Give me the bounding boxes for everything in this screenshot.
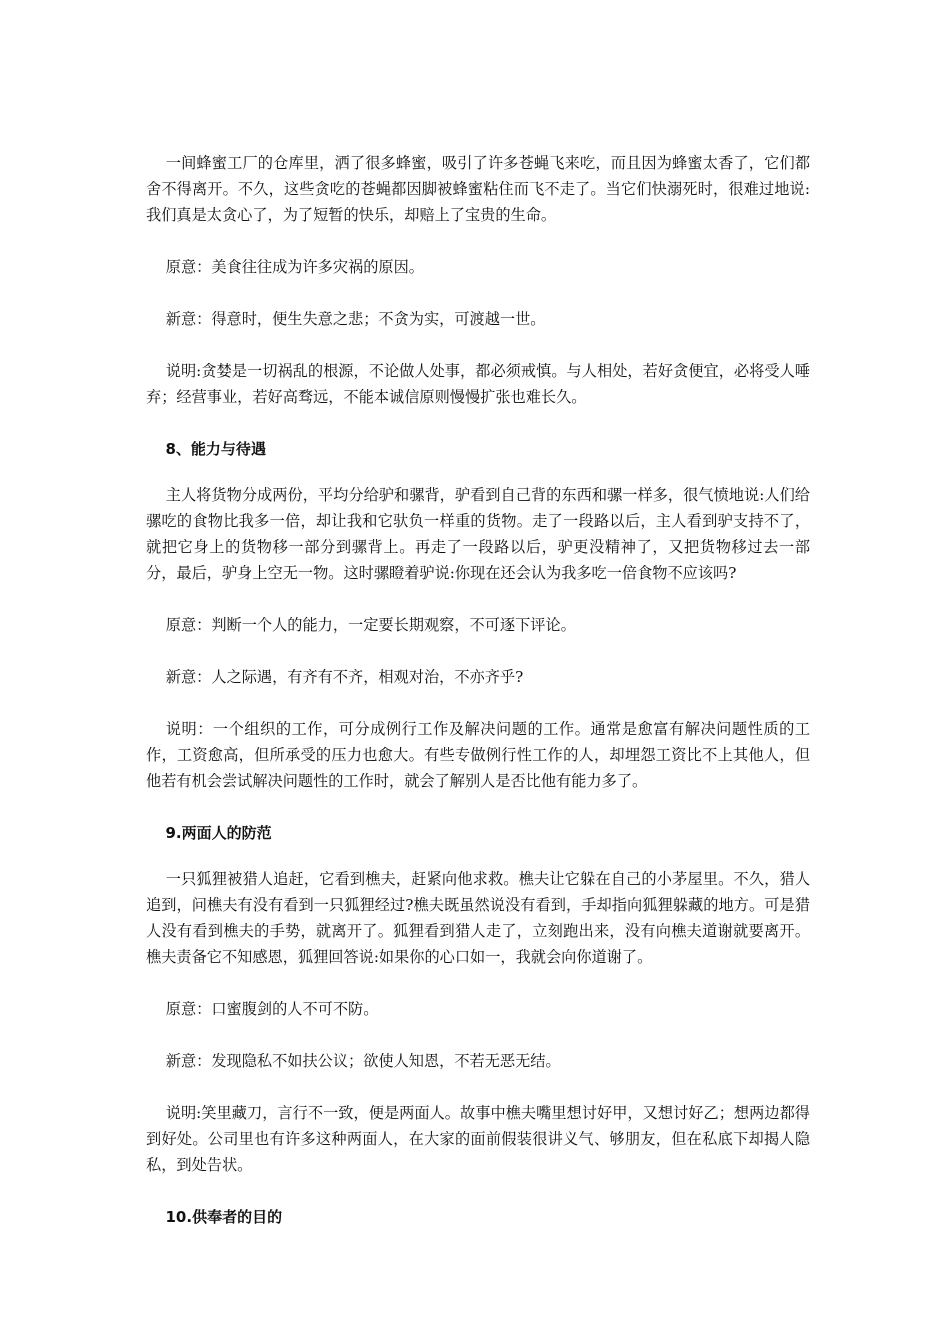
new-meaning: 新意：人之际遇，有齐有不齐，相观对治，不亦齐乎?	[165, 668, 524, 686]
story-paragraph: 主人将货物分成两份，平均分给驴和骡背，驴看到自己背的东西和骡一样多，很气愤地说:人们给骡吃的食物比我多一倍，却让我和它驮负一样重的货物。走了一段路以后，主人看到驴支持不了，就把它身上的货物移一部分到骡背上。再走了一段路以后，驴更没精神了，又把货物移过去一部分，最后，驴身上空无一物。这时骡瞪着驴说:你现在还会认为我多吃一倍食物不应该吗?	[146, 486, 810, 582]
explanation-paragraph: 说明：一个组织的工作，可分成例行工作及解决问题的工作。通常是愈富有解决问题性质的工作，工资愈高，但所承受的压力也愈大。有些专做例行性工作的人，却埋怨工资比不上其他人，但他若有机会尝试解决问题性的工作时，就会了解别人是否比他有能力多了。	[146, 720, 810, 790]
story-paragraph: 一间蜂蜜工厂的仓库里，洒了很多蜂蜜，吸引了许多苍蝇飞来吃，而且因为蜂蜜太香了，它们都舍不得离开。不久，这些贪吃的苍蝇都因脚被蜂蜜粘住而飞不走了。当它们快溺死时，很难过地说:我们真是太贪心了，为了短暂的快乐，却赔上了宝贵的生命。	[146, 154, 810, 224]
story-paragraph: 一只狐狸被猎人追赶，它看到樵夫，赶紧向他求救。樵夫让它躲在自己的小茅屋里。不久，猎人追到，问樵夫有没有看到一只狐狸经过?樵夫既虽然说没有看到，手却指向狐狸躲藏的地方。可是猎人没有看到樵夫的手势，就离开了。狐狸看到猎人走了，立刻跑出来，没有向樵夫道谢就要离开。樵夫责备它不知感恩，狐狸回答说:如果你的心口如一，我就会向你道谢了。	[146, 870, 810, 966]
section-heading: 9.两面人的防范	[165, 824, 272, 842]
new-meaning: 新意：得意时，便生失意之悲；不贪为实，可渡越一世。	[165, 310, 546, 328]
explanation-paragraph: 说明:笑里藏刀，言行不一致，便是两面人。故事中樵夫嘴里想讨好甲，又想讨好乙；想两边都得到好处。公司里也有许多这种两面人，在大家的面前假装很讲义气、够朋友，但在私底下却揭人隐私，到处告状。	[146, 1104, 810, 1174]
original-meaning: 原意：判断一个人的能力，一定要长期观察，不可逐下评论。	[165, 616, 576, 634]
original-meaning: 原意：美食往往成为许多灾祸的原因。	[165, 258, 424, 276]
document-page	[146, 150, 810, 1250]
new-meaning: 新意：发现隐私不如扶公议；欲使人知恩，不若无恶无结。	[165, 1052, 561, 1070]
original-meaning: 原意：口蜜腹剑的人不可不防。	[165, 1000, 379, 1018]
section-heading: 10.供奉者的目的	[165, 1208, 283, 1226]
explanation-paragraph: 说明:贪婪是一切祸乱的根源，不论做人处事，都必须戒慎。与人相处，若好贪便宜，必将受人唾弃；经营事业，若好高骛远，不能本诚信原则慢慢扩张也难长久。	[146, 362, 810, 406]
section-heading: 8、能力与待遇	[165, 440, 266, 458]
